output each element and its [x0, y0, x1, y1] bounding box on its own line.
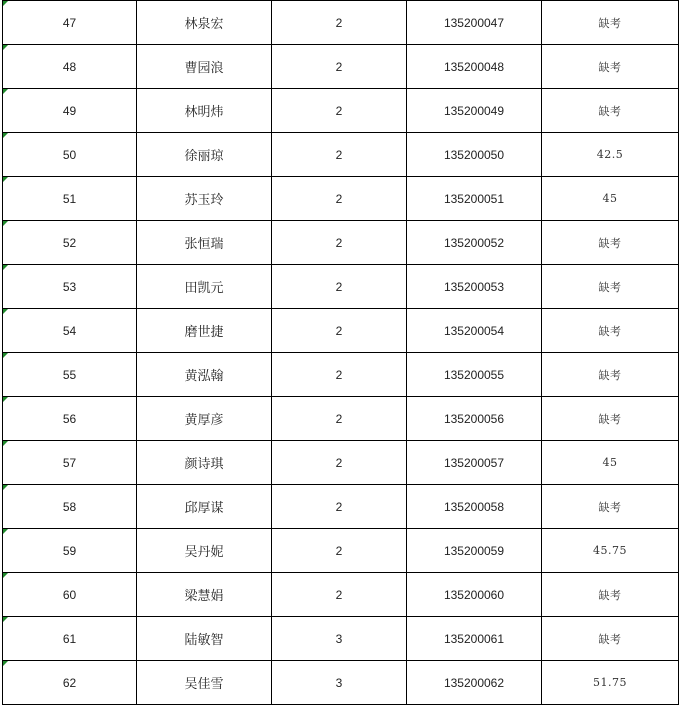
group-value: 2	[335, 543, 343, 558]
name-cell[interactable]	[137, 221, 272, 265]
row-number-cell[interactable]	[3, 485, 137, 529]
row-number-cell[interactable]	[3, 397, 137, 441]
score-value: 45.75	[593, 544, 627, 557]
score-cell[interactable]	[542, 529, 679, 573]
cell-marker-icon	[3, 89, 8, 94]
group-cell[interactable]	[272, 89, 407, 133]
score-cell[interactable]	[542, 353, 679, 397]
group-value: 2	[335, 147, 343, 162]
table-row[interactable]	[3, 573, 679, 617]
table-row[interactable]	[3, 661, 679, 705]
row-number: 53	[62, 279, 77, 294]
row-number: 51	[62, 191, 77, 206]
name-cell[interactable]	[137, 309, 272, 353]
table-row[interactable]	[3, 309, 679, 353]
group-value: 2	[335, 103, 343, 118]
score-value: 缺考	[598, 588, 622, 602]
exam-id-cell[interactable]	[407, 397, 542, 441]
cell-marker-icon	[3, 177, 8, 182]
cell-marker-icon	[3, 617, 8, 622]
table-row[interactable]	[3, 177, 679, 221]
cell-marker-icon	[3, 529, 8, 534]
student-name: 苏玉玲	[184, 193, 224, 208]
score-table-container	[2, 0, 679, 705]
row-number-cell[interactable]	[3, 309, 137, 353]
row-number-cell[interactable]	[3, 133, 137, 177]
row-number: 56	[62, 411, 77, 426]
score-value: 45	[602, 192, 618, 205]
cell-marker-icon	[3, 573, 8, 578]
group-cell[interactable]	[272, 485, 407, 529]
cell-marker-icon	[3, 353, 8, 358]
score-cell[interactable]	[542, 441, 679, 485]
exam-id: 135200058	[443, 499, 505, 514]
row-number: 57	[62, 455, 77, 470]
name-cell[interactable]	[137, 177, 272, 221]
group-cell[interactable]	[272, 441, 407, 485]
exam-id-cell[interactable]	[407, 661, 542, 705]
score-value: 缺考	[598, 236, 622, 250]
exam-id: 135200053	[443, 279, 505, 294]
table-row[interactable]	[3, 45, 679, 89]
row-number: 59	[62, 543, 77, 558]
score-cell[interactable]	[542, 265, 679, 309]
score-value: 缺考	[598, 324, 622, 338]
group-cell[interactable]	[272, 397, 407, 441]
score-cell[interactable]	[542, 133, 679, 177]
exam-id: 135200056	[443, 411, 505, 426]
group-value: 2	[335, 235, 343, 250]
exam-id: 135200054	[443, 323, 505, 338]
group-cell[interactable]	[272, 529, 407, 573]
cell-marker-icon	[3, 133, 8, 138]
score-cell[interactable]	[542, 397, 679, 441]
row-number: 47	[62, 15, 77, 30]
row-number-cell[interactable]	[3, 617, 137, 661]
score-cell[interactable]	[542, 485, 679, 529]
group-value: 2	[335, 59, 343, 74]
score-value: 缺考	[598, 412, 622, 426]
name-cell[interactable]	[137, 617, 272, 661]
score-value: 缺考	[598, 16, 622, 30]
score-value: 缺考	[598, 60, 622, 74]
score-value: 51.75	[593, 676, 627, 689]
group-cell[interactable]	[272, 573, 407, 617]
student-name: 曹园浪	[184, 61, 224, 76]
name-cell[interactable]	[137, 265, 272, 309]
cell-marker-icon	[3, 397, 8, 402]
student-name: 陆敏智	[184, 633, 224, 648]
table-row[interactable]	[3, 133, 679, 177]
table-row[interactable]	[3, 485, 679, 529]
student-name: 林泉宏	[184, 17, 224, 32]
table-row[interactable]	[3, 89, 679, 133]
name-cell[interactable]	[137, 661, 272, 705]
name-cell[interactable]	[137, 485, 272, 529]
score-cell[interactable]	[542, 661, 679, 705]
group-cell[interactable]	[272, 661, 407, 705]
group-cell[interactable]	[272, 309, 407, 353]
student-name: 林明炜	[184, 105, 224, 120]
exam-id: 135200059	[443, 543, 505, 558]
exam-id: 135200050	[443, 147, 505, 162]
score-cell[interactable]	[542, 89, 679, 133]
score-value: 45	[602, 456, 618, 469]
row-number: 58	[62, 499, 77, 514]
group-cell[interactable]	[272, 265, 407, 309]
table-row[interactable]	[3, 529, 679, 573]
student-name: 吴佳雪	[184, 677, 224, 692]
table-row[interactable]	[3, 265, 679, 309]
score-table	[2, 0, 679, 705]
cell-marker-icon	[3, 221, 8, 226]
cell-marker-icon	[3, 265, 8, 270]
table-row[interactable]	[3, 441, 679, 485]
score-cell[interactable]	[542, 177, 679, 221]
exam-id: 135200047	[443, 15, 505, 30]
score-cell[interactable]	[542, 45, 679, 89]
name-cell[interactable]	[137, 45, 272, 89]
group-value: 2	[335, 367, 343, 382]
group-value: 3	[335, 631, 343, 646]
name-cell[interactable]	[137, 133, 272, 177]
exam-id: 135200057	[443, 455, 505, 470]
row-number: 61	[62, 631, 77, 646]
score-value: 缺考	[598, 632, 622, 646]
group-cell[interactable]	[272, 45, 407, 89]
exam-id-cell[interactable]	[407, 45, 542, 89]
student-name: 磨世捷	[184, 325, 224, 340]
row-number-cell[interactable]	[3, 89, 137, 133]
score-cell[interactable]	[542, 309, 679, 353]
table-row[interactable]	[3, 353, 679, 397]
cell-marker-icon	[3, 309, 8, 314]
group-cell[interactable]	[272, 221, 407, 265]
row-number-cell[interactable]	[3, 661, 137, 705]
score-cell[interactable]	[542, 1, 679, 45]
exam-id-cell[interactable]	[407, 221, 542, 265]
cell-marker-icon	[3, 45, 8, 50]
score-value: 缺考	[598, 104, 622, 118]
exam-id-cell[interactable]	[407, 133, 542, 177]
student-name: 黄泓翰	[184, 369, 224, 384]
row-number: 60	[62, 587, 77, 602]
student-name: 邱厚谋	[184, 501, 224, 516]
group-cell[interactable]	[272, 617, 407, 661]
exam-id: 135200055	[443, 367, 505, 382]
exam-id-cell[interactable]	[407, 485, 542, 529]
row-number: 49	[62, 103, 77, 118]
table-row[interactable]	[3, 221, 679, 265]
score-value: 缺考	[598, 368, 622, 382]
exam-id-cell[interactable]	[407, 177, 542, 221]
student-name: 田凯元	[184, 281, 224, 296]
table-body	[3, 1, 679, 705]
group-value: 2	[335, 15, 343, 30]
student-name: 徐丽琼	[184, 149, 224, 164]
row-number: 52	[62, 235, 77, 250]
exam-id: 135200048	[443, 59, 505, 74]
name-cell[interactable]	[137, 89, 272, 133]
score-cell[interactable]	[542, 617, 679, 661]
student-name: 吴丹妮	[184, 545, 224, 560]
exam-id-cell[interactable]	[407, 353, 542, 397]
group-value: 2	[335, 587, 343, 602]
group-value: 2	[335, 411, 343, 426]
score-cell[interactable]	[542, 573, 679, 617]
row-number-cell[interactable]	[3, 1, 137, 45]
exam-id: 135200052	[443, 235, 505, 250]
name-cell[interactable]	[137, 1, 272, 45]
group-value: 2	[335, 499, 343, 514]
row-number: 50	[62, 147, 77, 162]
row-number: 55	[62, 367, 77, 382]
score-cell[interactable]	[542, 221, 679, 265]
group-value: 3	[335, 675, 343, 690]
exam-id-cell[interactable]	[407, 265, 542, 309]
score-value: 缺考	[598, 280, 622, 294]
exam-id-cell[interactable]	[407, 617, 542, 661]
student-name: 梁慧娟	[184, 589, 224, 604]
group-value: 2	[335, 323, 343, 338]
cell-marker-icon	[3, 661, 8, 666]
table-row[interactable]	[3, 617, 679, 661]
name-cell[interactable]	[137, 573, 272, 617]
exam-id: 135200049	[443, 103, 505, 118]
row-number-cell[interactable]	[3, 353, 137, 397]
student-name: 颜诗琪	[184, 457, 224, 472]
exam-id: 135200062	[443, 675, 505, 690]
student-name: 张恒瑞	[184, 237, 224, 252]
group-value: 2	[335, 279, 343, 294]
row-number-cell[interactable]	[3, 45, 137, 89]
row-number-cell[interactable]	[3, 265, 137, 309]
group-cell[interactable]	[272, 353, 407, 397]
group-value: 2	[335, 455, 343, 470]
cell-marker-icon	[3, 1, 8, 6]
exam-id-cell[interactable]	[407, 441, 542, 485]
exam-id: 135200061	[443, 631, 505, 646]
cell-marker-icon	[3, 485, 8, 490]
student-name: 黄厚彦	[184, 413, 224, 428]
name-cell[interactable]	[137, 529, 272, 573]
exam-id: 135200060	[443, 587, 505, 602]
exam-id-cell[interactable]	[407, 529, 542, 573]
group-cell[interactable]	[272, 1, 407, 45]
row-number: 54	[62, 323, 77, 338]
table-row[interactable]	[3, 397, 679, 441]
row-number-cell[interactable]	[3, 573, 137, 617]
name-cell[interactable]	[137, 441, 272, 485]
score-value: 缺考	[598, 500, 622, 514]
cell-marker-icon	[3, 441, 8, 446]
table-row[interactable]	[3, 1, 679, 45]
row-number: 48	[62, 59, 77, 74]
exam-id-cell[interactable]	[407, 1, 542, 45]
exam-id-cell[interactable]	[407, 89, 542, 133]
exam-id-cell[interactable]	[407, 309, 542, 353]
exam-id-cell[interactable]	[407, 573, 542, 617]
row-number-cell[interactable]	[3, 441, 137, 485]
row-number-cell[interactable]	[3, 529, 137, 573]
name-cell[interactable]	[137, 353, 272, 397]
group-cell[interactable]	[272, 177, 407, 221]
name-cell[interactable]	[137, 397, 272, 441]
score-value: 42.5	[596, 148, 624, 161]
group-cell[interactable]	[272, 133, 407, 177]
row-number-cell[interactable]	[3, 177, 137, 221]
exam-id: 135200051	[443, 191, 505, 206]
group-value: 2	[335, 191, 343, 206]
row-number-cell[interactable]	[3, 221, 137, 265]
row-number: 62	[62, 675, 77, 690]
